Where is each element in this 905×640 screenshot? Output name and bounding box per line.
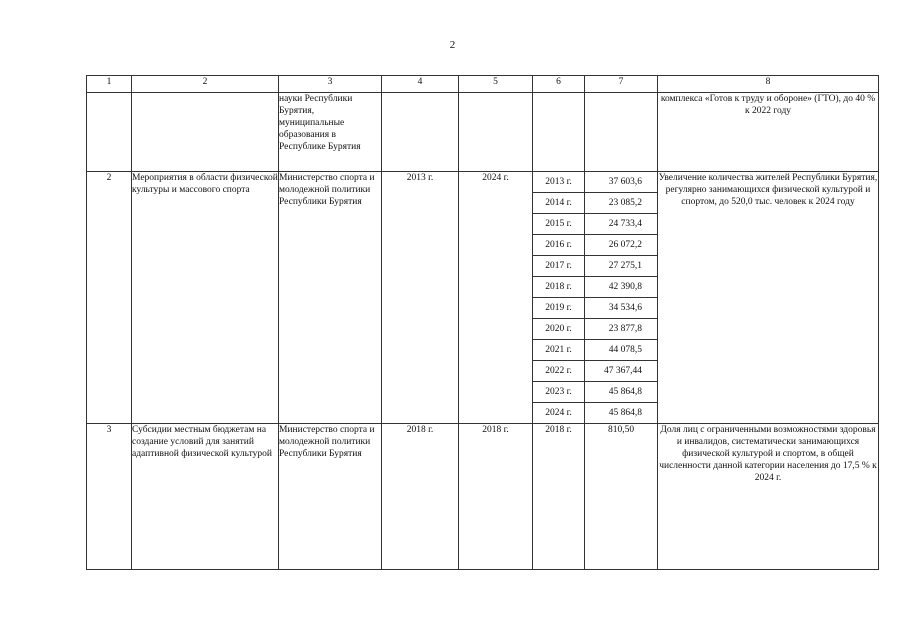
funding-value: 47 367,44 [585, 361, 658, 382]
header-cell: 8 [658, 76, 879, 93]
executor-cell: науки Республики Бурятия, муниципальные образования в Республике Бурятия [279, 93, 382, 172]
row-number: 3 [87, 424, 132, 570]
funding-value: 45 864,8 [585, 382, 658, 403]
year-cell: 2014 г. [533, 193, 585, 214]
header-cell: 7 [585, 76, 658, 93]
row-number: 2 [87, 172, 132, 424]
result-cell: комплекса «Готов к труду и обороне» (ГТО), до 40 % к 2022 году [658, 93, 879, 172]
table-cell [87, 93, 132, 172]
year-cell: 2013 г. [533, 172, 585, 193]
header-cell: 5 [459, 76, 533, 93]
year-cell: 2015 г. [533, 214, 585, 235]
end-year: 2018 г. [459, 424, 533, 570]
header-cell: 1 [87, 76, 132, 93]
table-cell [132, 93, 279, 172]
activity-name: Мероприятия в области физической культуры и массового спорта [132, 172, 279, 424]
executor-cell: Министерство спорта и молодежной политики Республики Бурятия [279, 172, 382, 424]
result-cell: Доля лиц с ограниченными возможностями здоровья и инвалидов, систематически занимающихся физической культурой и спортом, в общей численности данной категории населения до 17,5 % к 2024 г. [658, 424, 879, 570]
table-row [87, 424, 879, 570]
funding-value: 24 733,4 [585, 214, 658, 235]
funding-value: 23 085,2 [585, 193, 658, 214]
header-cell: 6 [533, 76, 585, 93]
table-row [87, 172, 879, 193]
executor-cell: Министерство спорта и молодежной политики Республики Бурятия [279, 424, 382, 570]
table-cell [533, 93, 585, 172]
end-year: 2024 г. [459, 172, 533, 424]
year-cell: 2023 г. [533, 382, 585, 403]
funding-value: 26 072,2 [585, 235, 658, 256]
result-cell: Увеличение количества жителей Республики Бурятия, регулярно занимающихся физической культурой и спортом, до 520,0 тыс. человек к 2024 году [658, 172, 879, 424]
table-cell [585, 93, 658, 172]
year-cell: 2022 г. [533, 361, 585, 382]
year-cell: 2017 г. [533, 256, 585, 277]
year-cell: 2018 г. [533, 277, 585, 298]
header-cell: 3 [279, 76, 382, 93]
year-cell: 2020 г. [533, 319, 585, 340]
funding-value: 45 864,8 [585, 403, 658, 424]
funding-value: 23 877,8 [585, 319, 658, 340]
funding-value: 810,50 [585, 424, 658, 570]
header-cell: 2 [132, 76, 279, 93]
year-cell: 2021 г. [533, 340, 585, 361]
activity-name: Субсидии местным бюджетам на создание условий для занятий адаптивной физической культурой [132, 424, 279, 570]
header-cell: 4 [382, 76, 459, 93]
table-cell [459, 93, 533, 172]
page-number: 2 [449, 39, 456, 51]
header-row [87, 76, 879, 93]
funding-value: 44 078,5 [585, 340, 658, 361]
funding-value: 37 603,6 [585, 172, 658, 193]
table-row [87, 93, 879, 172]
year-cell: 2024 г. [533, 403, 585, 424]
year-cell: 2016 г. [533, 235, 585, 256]
program-table [86, 75, 879, 570]
year-cell: 2019 г. [533, 298, 585, 319]
start-year: 2018 г. [382, 424, 459, 570]
table-cell [382, 93, 459, 172]
funding-value: 27 275,1 [585, 256, 658, 277]
start-year: 2013 г. [382, 172, 459, 424]
year-cell: 2018 г. [533, 424, 585, 570]
funding-value: 34 534,6 [585, 298, 658, 319]
funding-value: 42 390,8 [585, 277, 658, 298]
